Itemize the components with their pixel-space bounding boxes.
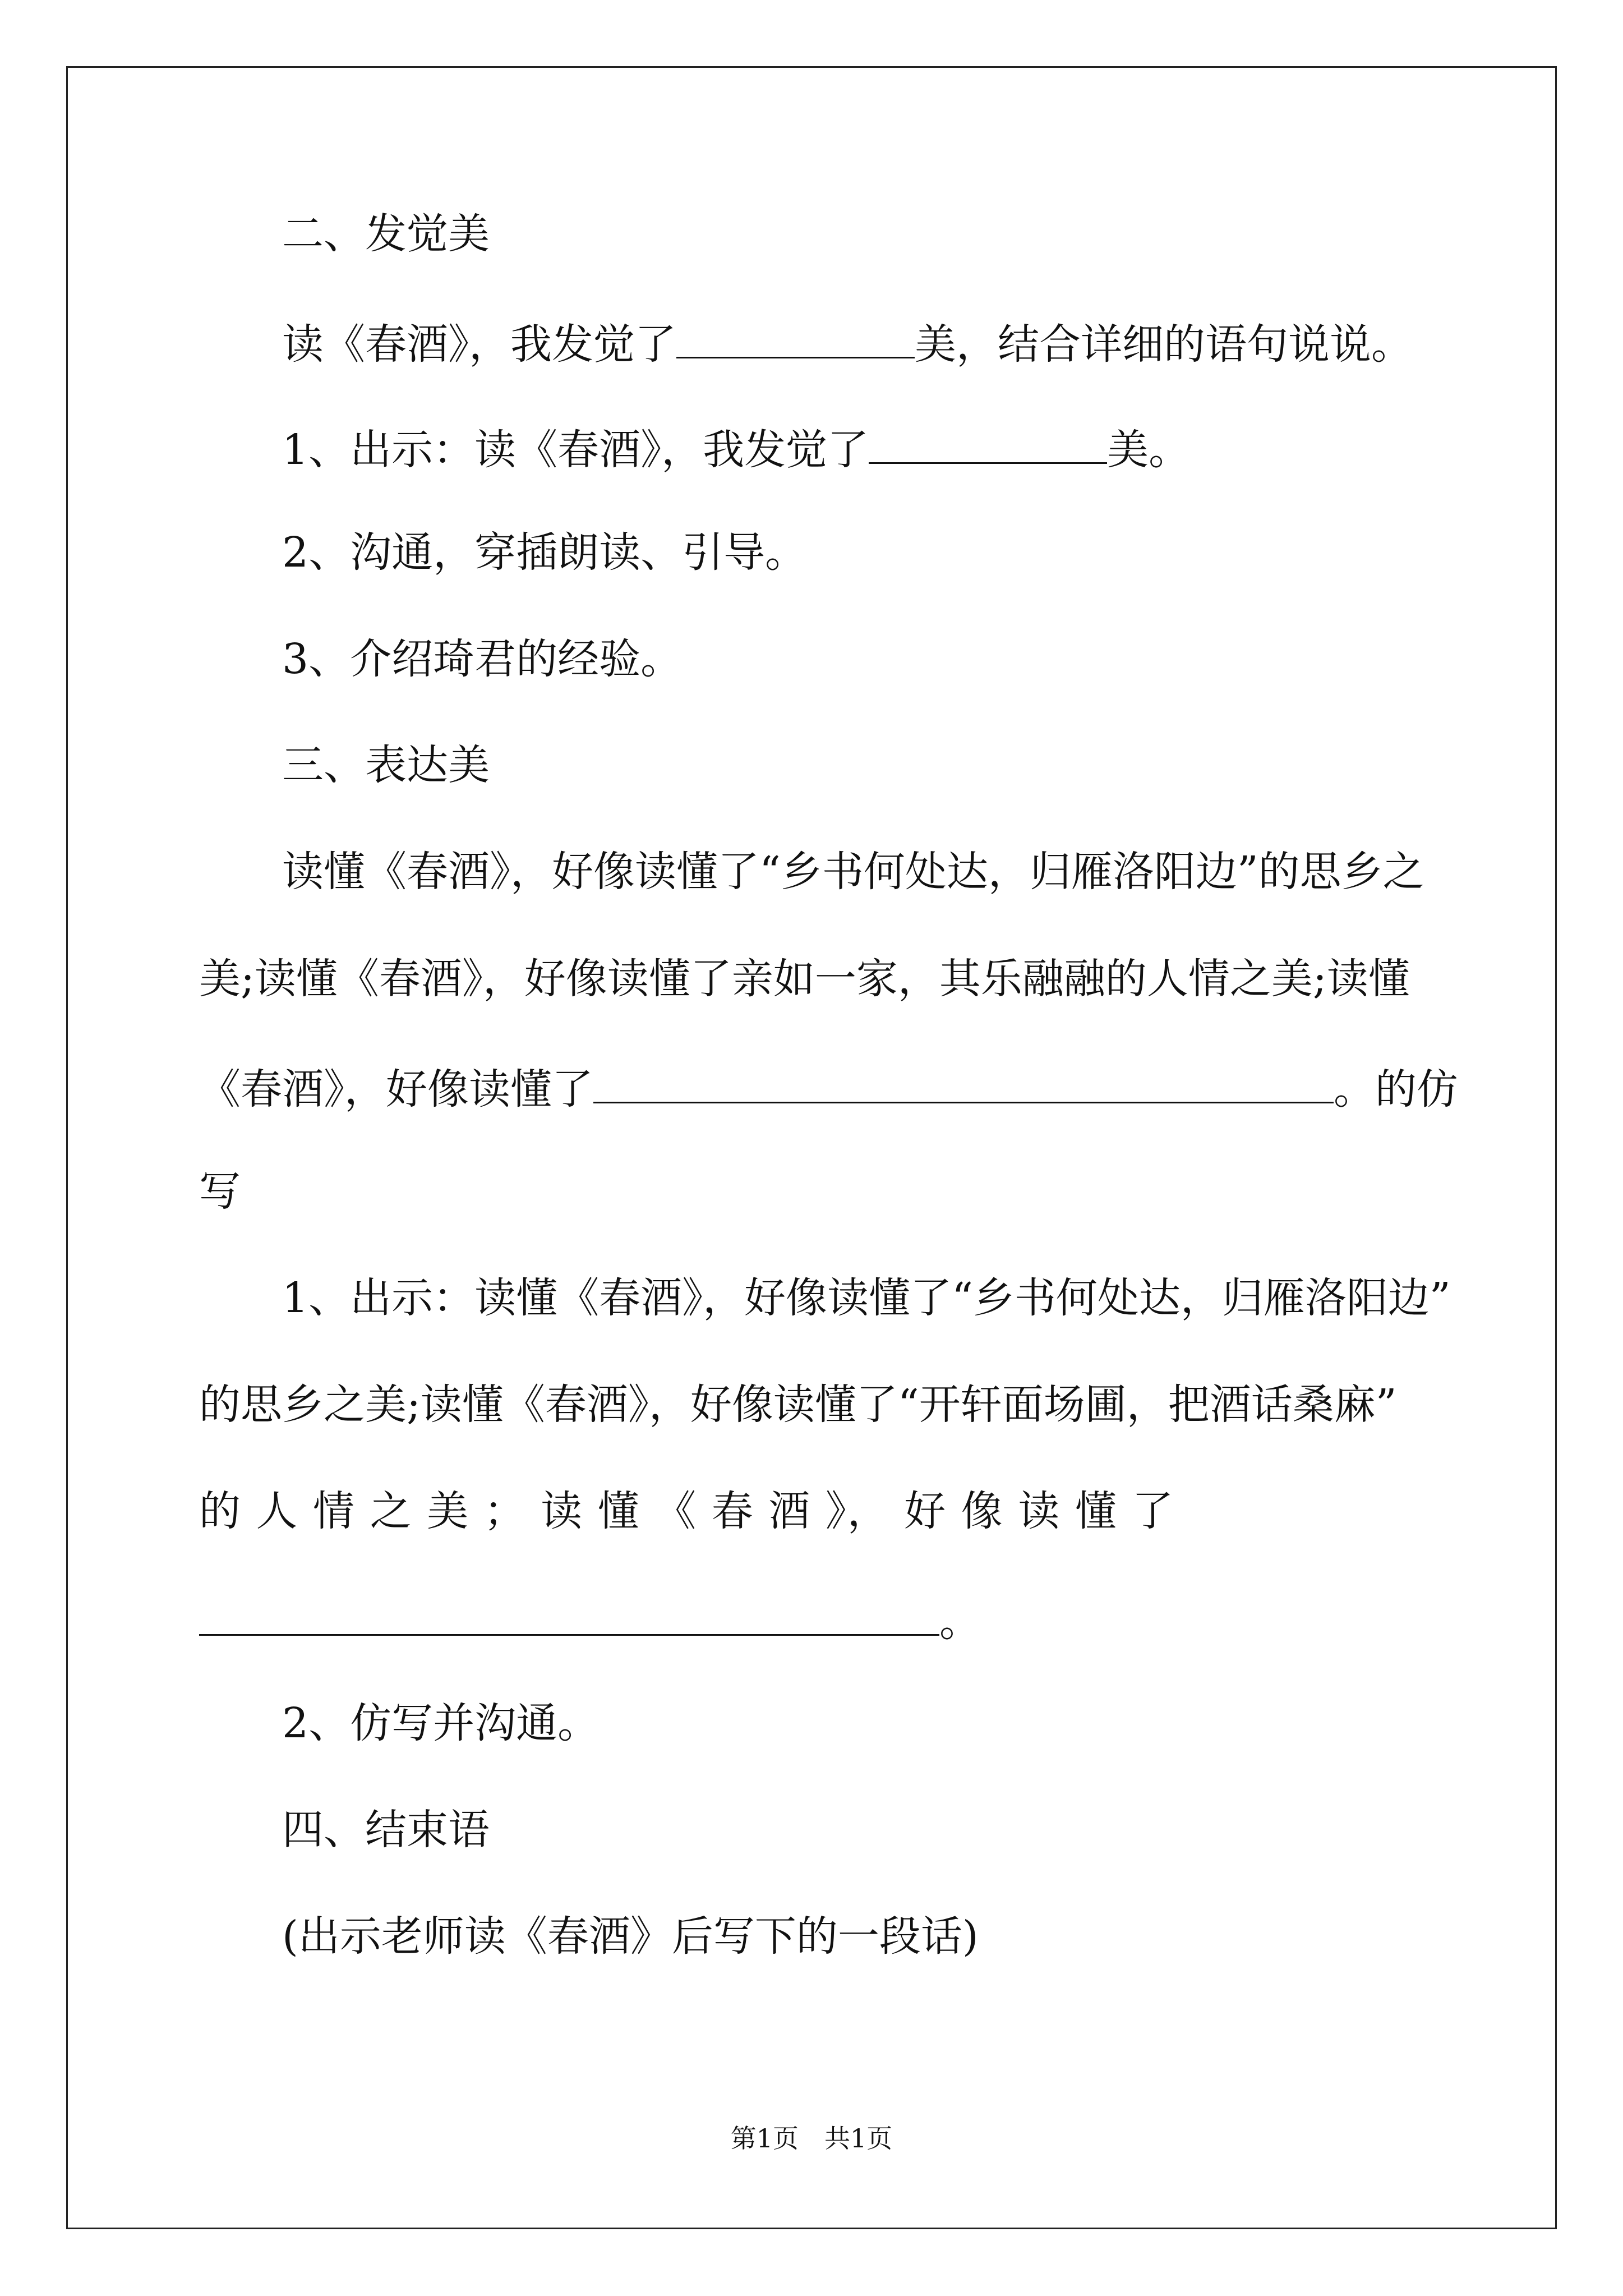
paragraph-line: 2、沟通，穿插朗读、引导。 [282, 528, 807, 577]
section-heading-2: 二、发觉美 [282, 210, 490, 258]
section-heading-4: 四、结束语 [282, 1806, 490, 1854]
paragraph-line: (出示老师读《春酒》后写下的一段话) [282, 1912, 979, 1961]
paragraph-line: 1、出示：读《春酒》，我发觉了 美。 [282, 426, 1191, 474]
fill-blank [676, 320, 915, 358]
paragraph-line: 的思乡之美;读懂《春酒》，好像读懂了“开轩面场圃，把酒话桑麻” [199, 1381, 1397, 1429]
paragraph-line: 读懂《春酒》，好像读懂了“乡书何处达，归雁洛阳边”的思乡之 [282, 848, 1424, 896]
fill-blank [593, 1065, 1334, 1103]
paragraph-line: 。 [199, 1597, 981, 1642]
paragraph-line: 2、仿写并沟通。 [282, 1699, 600, 1747]
paragraph-line: 的 人 情 之 美 ； 读 懂 《 春 酒 》， 好 像 读 懂 了 [199, 1487, 1175, 1535]
page-footer: 第1页 共1页 [730, 2123, 893, 2154]
fill-blank [199, 1597, 939, 1636]
paragraph-line: 《春酒》，好像读懂了 。的仿 [199, 1065, 1458, 1114]
paragraph-line: 美;读懂《春酒》，好像读懂了亲如一家，其乐融融的人情之美;读懂 [199, 955, 1410, 1003]
page-border [66, 66, 1557, 2229]
section-heading-3: 三、表达美 [282, 741, 490, 789]
paragraph-line: 3、介绍琦君的经验。 [282, 635, 683, 683]
fill-blank [869, 425, 1107, 464]
paragraph-line: 读《春酒》，我发觉了 美，结合详细的语句说说。 [282, 320, 1413, 369]
paragraph-line: 写 [199, 1167, 241, 1216]
paragraph-line: 1、出示：读懂《春酒》，好像读懂了“乡书何处达，归雁洛阳边” [282, 1274, 1451, 1322]
